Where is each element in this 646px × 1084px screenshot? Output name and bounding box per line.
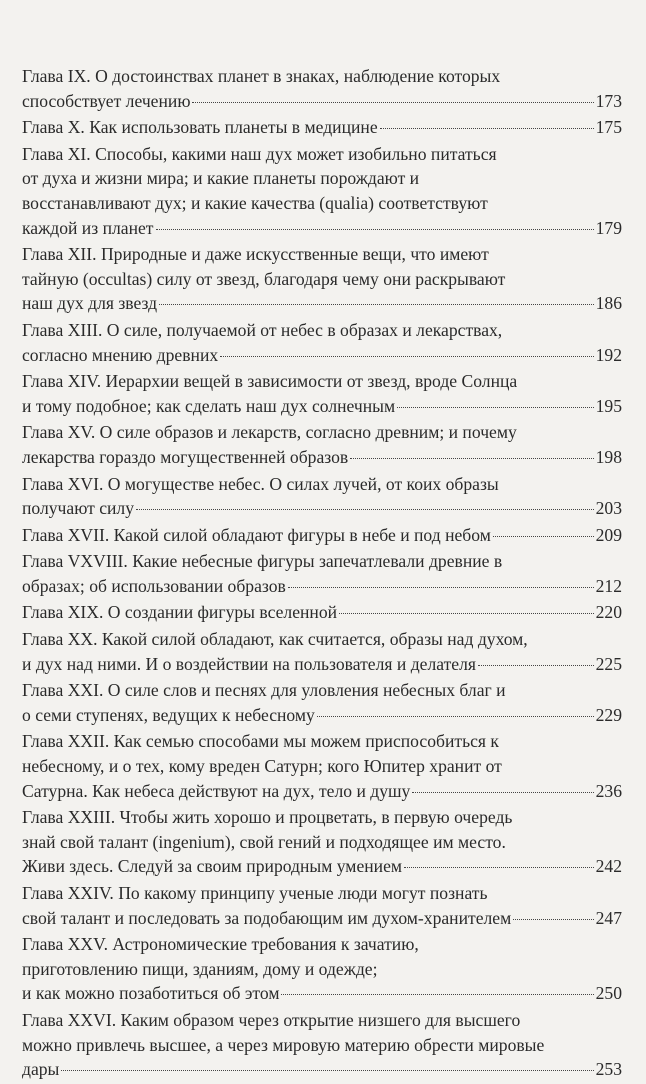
toc-entry (22, 881, 622, 930)
dot-leader (404, 867, 594, 868)
toc-entry-last-line (22, 652, 622, 677)
toc-entry-last-line (22, 343, 622, 368)
toc-entry (22, 805, 622, 879)
toc-entry-title-end: получают силу (22, 498, 135, 519)
toc-entry-title-end: Живи здесь. Следуй за своим природным умением (22, 856, 403, 877)
page-number: 209 (595, 524, 622, 545)
page-number: 198 (595, 446, 622, 467)
toc-entry-last-line (22, 115, 622, 140)
toc-entry-last-line (22, 496, 622, 521)
toc-entry-title-end: наш дух для звезд (22, 293, 158, 314)
toc-entry-last-line (22, 574, 622, 599)
page-number: 220 (595, 602, 622, 623)
page-number: 173 (595, 90, 622, 111)
toc-entry-line: Глава XIV. Иерархии вещей в зависимости от звезд, вроде Солнца (22, 371, 518, 392)
toc-entry-line: Глава XVI. О могуществе небес. О силах лучей, от коих образы (22, 473, 499, 494)
toc-entry (22, 549, 622, 598)
page-number: 229 (595, 704, 622, 725)
toc-entry-last-line (22, 394, 622, 419)
toc-entry-last-line (22, 854, 622, 879)
page-number: 212 (595, 575, 622, 596)
toc-entry-line: Глава XXV. Астрономические требования к зачатию, (22, 934, 419, 955)
toc-entry-line: Глава XIII. О силе, получаемой от небес в образах и лекарствах, (22, 319, 503, 340)
toc-entry-last-line (22, 703, 622, 728)
page-number: 195 (595, 395, 622, 416)
dot-leader (317, 716, 594, 717)
toc-entry-line: можно привлечь высшее, а через мировую материю обрести мировые (22, 1034, 545, 1055)
toc-entry (22, 142, 622, 240)
toc-entry-last-line (22, 906, 622, 931)
toc-entry-last-line (22, 779, 622, 804)
dot-leader (513, 919, 593, 920)
toc-entry-last-line (22, 89, 622, 114)
dot-leader (493, 536, 594, 537)
toc-entry-line: Глава XX. Какой силой обладают, как считается, образы над духом, (22, 629, 528, 650)
toc-entry-line: тайную (occultas) силу от звезд, благодаря чему они раскрывают (22, 268, 506, 289)
toc-entry-last-line (22, 523, 622, 548)
toc-entry (22, 1008, 622, 1082)
toc-entry (22, 369, 622, 418)
toc-entry-last-line (22, 216, 622, 241)
page-number: 203 (595, 498, 622, 519)
toc-entry-line: Глава XI. Способы, какими наш дух может изобильно питаться (22, 143, 497, 164)
toc-entry-title-end: о семи ступенях, ведущих к небесному (22, 704, 315, 725)
toc-entry-title-end: и как можно позаботиться об этом (22, 983, 280, 1004)
dot-leader (288, 587, 594, 588)
toc-entry-line: Глава XXVI. Каким образом через открытие низшего для высшего (22, 1009, 521, 1030)
toc-entry (22, 627, 622, 676)
dot-leader (412, 792, 593, 793)
toc-entry-line: Глава XII. Природные и даже искусственные вещи, что имеют (22, 244, 489, 265)
toc-entry-title-end: согласно мнению древних (22, 344, 219, 365)
page-number: 175 (595, 117, 622, 138)
toc-entry-title-end: способствует лечению (22, 90, 191, 111)
dot-leader (339, 613, 594, 614)
dot-leader (136, 509, 594, 510)
toc-entry-title-end: Глава XVII. Какой силой обладают фигуры в небе и под небом (22, 524, 491, 545)
dot-leader (281, 994, 593, 995)
toc-entry-title-end: свой талант и последовать за подобающим им духом-хранителем (22, 907, 512, 928)
toc-entry-line: Глава IX. О достоинствах планет в знаках, наблюдение которых (22, 66, 501, 86)
page-number: 179 (595, 217, 622, 238)
page-number: 236 (595, 780, 622, 801)
toc-entry (22, 729, 622, 803)
page-number: 242 (595, 856, 622, 877)
toc-entry-line: Глава XV. О силе образов и лекарств, согласно древним; и почему (22, 422, 517, 443)
toc-entry (22, 318, 622, 367)
toc-entry-title-end: образах; об использовании образов (22, 575, 286, 596)
toc-entry-title-end: Глава X. Как использовать планеты в медицине (22, 117, 378, 138)
toc-entry-title-end: Глава XIX. О создании фигуры вселенной (22, 602, 338, 623)
dot-leader (380, 128, 594, 129)
toc-entry-line: восстанавливают дух; и какие качества (qualia) соответствуют (22, 192, 488, 213)
page-number: 250 (595, 983, 622, 1004)
toc-entry (22, 600, 622, 625)
page-number: 225 (595, 653, 622, 674)
toc-entry (22, 115, 622, 140)
toc-entry (22, 523, 622, 548)
toc-entry-title-end: лекарства гораздо могущественней образов (22, 446, 349, 467)
toc-entry-title-end: и дух над ними. И о воздействии на пользователя и делателя (22, 653, 476, 674)
toc-entry-line: небесному, и о тех, кому вреден Сатурн; кого Юпитер хранит от (22, 756, 502, 777)
toc-entry-line: знай свой талант (ingenium), свой гений и подходящее им место. (22, 831, 506, 852)
toc-entry-title-end: Сатурна. Как небеса действуют на дух, тело и душу (22, 780, 411, 801)
page-number: 186 (595, 293, 622, 314)
dot-leader (156, 229, 594, 230)
toc-entry-line: приготовлению пищи, зданиям, дому и одежде; (22, 958, 378, 979)
toc-entry-line: Глава VXVIII. Какие небесные фигуры запечатлевали древние в (22, 551, 503, 572)
toc-entry (22, 420, 622, 469)
toc-entry (22, 678, 622, 727)
toc-entry (22, 242, 622, 316)
dot-leader (478, 665, 594, 666)
table-of-contents (22, 64, 622, 1084)
dot-leader (61, 1070, 593, 1071)
toc-entry-last-line (22, 600, 622, 625)
toc-entry-last-line (22, 291, 622, 316)
toc-entry-line: Глава XXIII. Чтобы жить хорошо и процветать, в первую очередь (22, 807, 513, 828)
toc-entry-last-line (22, 981, 622, 1006)
dot-leader (397, 407, 593, 408)
dot-leader (192, 102, 593, 103)
page-number: 247 (595, 907, 622, 928)
toc-entry (22, 932, 622, 1006)
toc-entry (22, 472, 622, 521)
page-number: 192 (595, 344, 622, 365)
dot-leader (159, 304, 594, 305)
toc-entry-title-end: и тому подобное; как сделать наш дух солнечным (22, 395, 396, 416)
toc-entry-title-end: дары (22, 1059, 60, 1080)
toc-entry-last-line (22, 1057, 622, 1082)
toc-entry-line: Глава XXII. Как семью способами мы можем приспособиться к (22, 731, 499, 752)
toc-entry-line: от духа и жизни мира; и какие планеты порождают и (22, 168, 420, 189)
dot-leader (350, 458, 593, 459)
page-number: 253 (595, 1059, 622, 1080)
toc-entry-last-line (22, 445, 622, 470)
toc-entry-title-end: каждой из планет (22, 217, 154, 238)
toc-entry-line: Глава XXIV. По какому принципу ученые люди могут познать (22, 883, 488, 903)
toc-entry (22, 64, 622, 113)
dot-leader (220, 356, 593, 357)
toc-entry-line: Глава XXI. О силе слов и песнях для уловления небесных благ и (22, 680, 506, 701)
